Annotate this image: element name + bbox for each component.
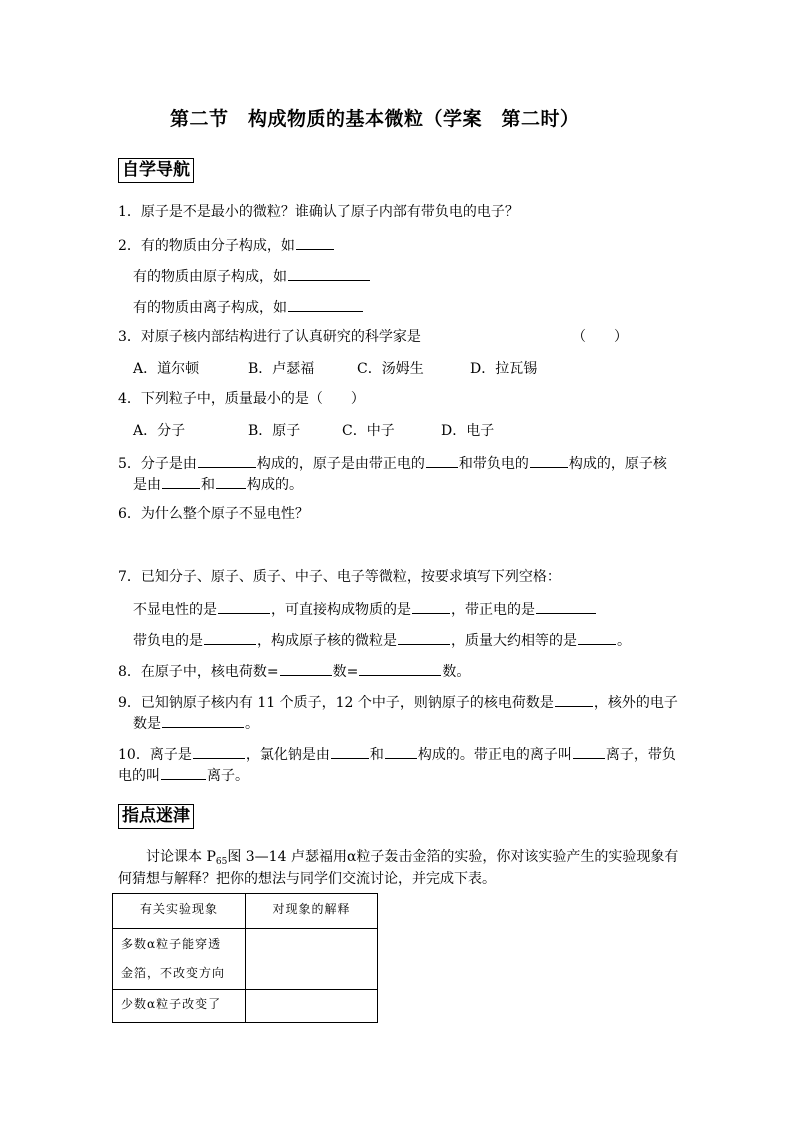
question-10-line2 xyxy=(118,765,249,785)
q5-text-c: 和带负电的 xyxy=(458,456,529,472)
blank[interactable] xyxy=(198,453,256,468)
table-header-explanation: 对现象的解释 xyxy=(246,894,378,929)
blank[interactable] xyxy=(536,599,596,614)
q5-text-d: 构成的，原子核 xyxy=(568,456,667,472)
para1-text-b: 图 3—14 卢瑟福用α粒子轰击金箔的实验，你对该实验产生的实验现象有 xyxy=(227,849,679,865)
blank[interactable] xyxy=(359,661,441,676)
discussion-paragraph-line1 xyxy=(146,848,678,871)
q10-text-c: 和 xyxy=(369,747,384,763)
para1-text-a: 讨论课本 P xyxy=(146,849,216,865)
q7-text-b: ，可直接构成物质的是 xyxy=(271,602,411,618)
blank[interactable] xyxy=(398,630,450,645)
q3-option-d[interactable]: D．拉瓦锡 xyxy=(470,361,538,377)
q5-text-a: 5．分子是由 xyxy=(118,456,197,472)
blank[interactable] xyxy=(162,713,244,728)
q9-text-c: 数是 xyxy=(133,716,161,732)
blank[interactable] xyxy=(280,661,332,676)
table-row xyxy=(113,929,378,990)
question-9 xyxy=(118,692,678,712)
question-2-line2-text: 有的物质由原子构成，如 xyxy=(133,269,287,285)
q10-text-g: 离子。 xyxy=(207,768,249,784)
section-heading-self-study: 自学导航 xyxy=(118,158,194,183)
question-8 xyxy=(118,661,470,681)
table-cell-explanation[interactable] xyxy=(246,929,378,990)
blank[interactable] xyxy=(216,474,246,489)
blank[interactable] xyxy=(426,453,458,468)
q8-text-c: 数。 xyxy=(442,664,471,680)
page-title: 第二节 构成物质的基本微粒（学案 第二时） xyxy=(170,108,580,130)
section-heading-guidance: 指点迷津 xyxy=(118,804,194,829)
page-subscript: 65 xyxy=(215,857,228,867)
blank[interactable] xyxy=(555,692,593,707)
question-3: 3．对原子核内部结构进行了认真研究的科学家是 xyxy=(118,329,421,345)
blank[interactable] xyxy=(204,630,256,645)
blank[interactable] xyxy=(288,297,363,312)
table-cell-phenomenon: 少数α粒子改变了 xyxy=(113,990,246,1023)
q9-text-a: 9．已知钠原子核内有 11 个质子，12 个中子，则钠原子的核电荷数是 xyxy=(118,695,554,711)
question-2 xyxy=(118,235,335,255)
q3-option-a[interactable]: A．道尔顿 xyxy=(133,361,200,377)
table-row xyxy=(113,990,378,1023)
question-5-line2 xyxy=(133,474,303,494)
table-cell-phenomenon xyxy=(113,929,246,990)
q10-text-a: 10．离子是 xyxy=(118,747,192,763)
blank[interactable] xyxy=(578,630,616,645)
q10-text-e: 离子，带负 xyxy=(605,747,676,763)
blank[interactable] xyxy=(331,744,369,759)
q7-text-e: ，构成原子核的微粒是 xyxy=(257,633,397,649)
q10-text-d: 构成的。带正电的离子叫 xyxy=(417,747,572,763)
blank[interactable] xyxy=(296,235,334,250)
blank[interactable] xyxy=(573,744,605,759)
question-7-line1 xyxy=(133,599,597,619)
question-5 xyxy=(118,453,667,473)
table-header-phenomenon: 有关实验现象 xyxy=(113,894,246,929)
q3-option-c[interactable]: C．汤姆生 xyxy=(357,361,424,377)
question-2-line2 xyxy=(133,266,371,286)
question-3-answer-paren[interactable]: （ ） xyxy=(572,329,628,345)
row1-line1: 多数α粒子能穿透 xyxy=(121,937,222,951)
question-2-text: 2．有的物质由分子构成，如 xyxy=(118,238,295,254)
q10-text-b: ，氯化钠是由 xyxy=(245,747,330,763)
q10-text-f: 电的叫 xyxy=(118,768,160,784)
blank[interactable] xyxy=(193,744,245,759)
q7-text-a: 不显电性的是 xyxy=(133,602,217,618)
q5-text-b: 构成的，原子是由带正电的 xyxy=(256,456,425,472)
q4-option-b[interactable]: B．原子 xyxy=(248,423,301,439)
q5-text-f: 和 xyxy=(201,477,215,493)
q9-text-b: ，核外的电子 xyxy=(593,695,678,711)
blank[interactable] xyxy=(218,599,270,614)
question-1: 1．原子是不是最小的微粒？谁确认了原子内部有带负电的电子？ xyxy=(118,204,519,220)
q3-option-b[interactable]: B．卢瑟福 xyxy=(248,361,315,377)
q7-text-f: ，质量大约相等的是 xyxy=(451,633,577,649)
blank[interactable] xyxy=(162,474,200,489)
q7-text-c: ，带正电的是 xyxy=(451,602,535,618)
question-9-line2 xyxy=(133,713,259,733)
question-7: 7．已知分子、原子、质子、中子、电子等微粒，按要求填写下列空格： xyxy=(118,569,561,585)
blank[interactable] xyxy=(412,599,450,614)
question-6: 6．为什么整个原子不显电性？ xyxy=(118,506,309,522)
q4-option-d[interactable]: D．电子 xyxy=(441,423,495,439)
q5-text-e: 是由 xyxy=(133,477,161,493)
question-2-line3-text: 有的物质由离子构成，如 xyxy=(133,300,287,316)
blank[interactable] xyxy=(161,765,206,780)
q7-text-d: 带负电的是 xyxy=(133,633,203,649)
q5-text-g: 构成的。 xyxy=(247,477,303,493)
q7-text-g: 。 xyxy=(617,633,631,649)
table-cell-explanation[interactable] xyxy=(246,990,378,1023)
question-10 xyxy=(118,744,676,764)
question-4: 4．下列粒子中，质量最小的是（ ） xyxy=(118,391,365,407)
discussion-paragraph-line2: 何猜想与解释？把你的想法与同学们交流讨论，并完成下表。 xyxy=(118,871,496,887)
blank[interactable] xyxy=(530,453,568,468)
q4-option-c[interactable]: C．中子 xyxy=(342,423,395,439)
q8-text-b: 数= xyxy=(332,664,359,680)
table-header-row xyxy=(113,894,378,929)
blank[interactable] xyxy=(385,744,417,759)
blank[interactable] xyxy=(288,266,370,281)
question-7-line2 xyxy=(133,630,631,650)
question-2-line3 xyxy=(133,297,364,317)
observation-table xyxy=(112,893,378,1023)
q4-option-a[interactable]: A．分子 xyxy=(133,423,186,439)
row1-line2: 金箔，不改变方向 xyxy=(121,966,226,980)
q8-text-a: 8．在原子中，核电荷数= xyxy=(118,664,279,680)
q9-text-d: 。 xyxy=(245,716,259,732)
